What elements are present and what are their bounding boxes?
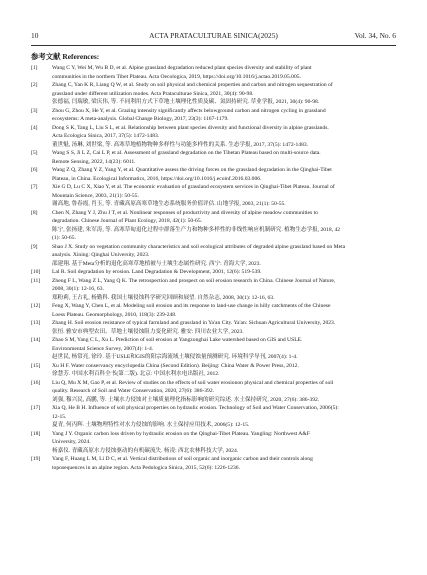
- reference-text-line: Chen N, Zhang Y J, Zhu J T, et al. Nonlinear responses of productivity and diversity of alpine meadow communities to: [52, 209, 318, 216]
- header-rule: [31, 45, 396, 46]
- reference-text-line: Mountain Science, 2003, 21(1): 50-55.: [52, 192, 139, 199]
- reference-text-line: (1): 50-65.: [52, 235, 76, 241]
- reference-number: [15]: [31, 362, 41, 369]
- reference-item: [31, 362, 399, 379]
- reference-text-line: 张恒. 雅安市典型农田、草地土壤侵蚀阻力变化研究. 雅安: 四川农业大学, 2023.: [52, 328, 244, 335]
- reference-text-line: Shao J X. Study on vegetation community characteristics and soil ecological attributes of degraded alpine grassland based on Meta: [52, 243, 346, 250]
- reference-text-line: 徐慧芳. 中国水利百科全书(第二版). 北京: 中国水利水电出版社, 2012.: [52, 371, 220, 377]
- reference-text-line: Zheng F L, Wang Z L, Yang Q K. The retrospection and prospect on soil erosion research in China. Chinese Journal of Nature,: [52, 277, 336, 284]
- reference-number: [18]: [31, 430, 41, 437]
- volume-issue: Vol. 34, No. 6: [354, 31, 396, 40]
- reference-number: [2]: [31, 82, 38, 88]
- reference-text-line: 陈宁, 张扬建, 朱军涛, 等. 高寒草甸退化过程中群落生产力和物种多样性的非线性响应机制研究. 植物生态学报, 2018, 42: [52, 226, 341, 233]
- reference-item: [31, 336, 399, 362]
- reference-item: [31, 379, 399, 405]
- reference-text-line: Loess Plateau. Geomorphology, 2010, 118(3): 239-248.: [52, 311, 177, 318]
- reference-text-line: ecosystems: A meta-analysis. Global Change Biology, 2017, 23(3): 1167-1179.: [52, 116, 229, 122]
- reference-text-line: 2008, 30(1): 12-16, 63.: [52, 286, 104, 292]
- reference-text-line: Yang J Y. Organic carbon loss driven by hydraulic erosion on the Qinghai-Tibet Plateau. Yangling: Northwest A&F: [52, 430, 310, 437]
- reference-number: [9]: [31, 243, 38, 250]
- reference-text-line: 杨嘉仪. 青藏高原水力侵蚀驱动的有机碳流失. 杨凌: 西北农林科技大学, 2024.: [52, 447, 239, 454]
- reference-text-line: grassland under different utilization modes. Acta Prataculturae Sinica, 2021, 30(4): 90-98.: [52, 90, 254, 97]
- reference-text-line: quality. Research of Soil and Water Conservation, 2020, 27(6): 386-392.: [52, 388, 215, 394]
- reference-text-line: Liu Q, Mu X M, Gao P, et al. Review of studies on the effects of soil water erosionon physical and chemical properties of soil: [52, 379, 334, 386]
- reference-item: [31, 183, 399, 209]
- reference-text-line: Wang Z Q, Zhang Y Z, Yang Y, et al. Quantitative assess the driving forces on the grassland degradation in the Qinghai-Tibet: [52, 167, 332, 173]
- reference-number: [19]: [31, 456, 41, 462]
- reference-item: [31, 319, 399, 336]
- reference-text-line: Plateau, in China. Ecological Informatics, 2016, https://doi.org/10.1016/j.ecoinf.2016.03.006.: [52, 175, 262, 182]
- reference-text-line: 董世魁, 汤琳, 刘世梁, 等. 高寒草地植物物种多样性与功能多样性的关系. 生态学报, 2017, 37(5): 1472-1483.: [52, 141, 309, 148]
- reference-item: [31, 455, 399, 472]
- reference-item: [31, 277, 399, 303]
- reference-text-line: Acta Ecologica Sinica, 2017, 37(5): 1472-1483.: [52, 133, 160, 139]
- reference-text-line: Xia Q, He B H. Influence of soil physical properties on hydraulic erosion. Technology of Soil and Water Conservation, 2006(5):: [52, 405, 339, 411]
- reference-number: [17]: [31, 405, 41, 411]
- reference-text-line: Xu H F. Water conservancy encyclopedia China (Second Edition). Beijing: China Water & Power Press, 2012.: [52, 362, 299, 369]
- reference-item: [31, 107, 399, 124]
- journal-name: ACTA PRATACULTURAE SINICA(2025): [149, 31, 278, 40]
- reference-list: [31, 64, 399, 472]
- reference-item: [31, 81, 399, 107]
- reference-item: [31, 64, 399, 81]
- reference-text-line: 谢高地, 鲁春霞, 肖玉, 等. 青藏高原高寒草地生态系统服务价值评估. 山地学报, 2003, 21(1): 50-55.: [52, 201, 286, 207]
- reference-text-line: 邵建翔. 基于Meta分析的退化高寒草地植被与土壤生态属性研究. 西宁: 青海大学, 2023.: [52, 260, 261, 267]
- reference-item: [31, 209, 399, 243]
- reference-number: [7]: [31, 184, 38, 190]
- reference-text-line: analysis. Xining: Qinghai University, 2023.: [52, 252, 150, 258]
- reference-number: [10]: [31, 269, 41, 275]
- reference-text-line: Environmental Science Survey, 2007(4): 1-4.: [52, 345, 154, 352]
- reference-text-line: communities in the northern Tibet Plateau. Acta Oecologica, 2019, https://doi.org/10.1016/j.actao.2019.05.005.: [52, 73, 301, 80]
- page-number: 10: [31, 31, 39, 40]
- reference-item: [31, 149, 399, 166]
- reference-item: [31, 124, 399, 150]
- reference-text-line: Zhou G, Zhou X, He Y, et al. Grazing intensity significantly affects belowground carbon and nitrogen cycling in grassland: [52, 107, 326, 114]
- reference-item: [31, 302, 399, 319]
- page-header: [31, 30, 396, 42]
- reference-text-line: Zhang H. Soil erosion resistance of typical farmland and grassland in Ya'an City. Ya'an: Sichuan Agricultural University, 2023.: [52, 320, 336, 326]
- reference-text-line: 12-15.: [52, 413, 67, 420]
- reference-text-line: 赵世民, 杨常亮, 徐玲. 基于USLE和GIS的阳宗海流域土壤侵蚀量预测研究. 环境科学导刊, 2007(4): 1-4.: [52, 354, 298, 360]
- reference-text-line: Wang S S, Ji L Z, Cai L P, et al. Assessment of grassland degradation on the Tibetan Plateau based on multi-source data.: [52, 150, 321, 156]
- reference-text-line: 刘强, 穆兴民, 高鹏, 等. 土壤水力侵蚀对土壤质量理化指标影响的研究综述. 水土保持研究, 2020, 27(6): 386-392.: [52, 396, 320, 403]
- reference-item: [31, 430, 399, 456]
- reference-text-line: 郑粉莉, 王占礼, 杨勤科. 我国土壤侵蚀科学研究回顾和展望. 自然杂志, 2008, 30(1): 12-16, 63.: [52, 294, 275, 301]
- reference-text-line: Lal R. Soil degradation by erosion. Land Degradation & Development, 2001, 12(6): 519-539.: [52, 269, 262, 275]
- reference-number: [8]: [31, 209, 38, 216]
- reference-text-line: toposequences in an alpine region. Acta Pedologica Sinica, 2015, 52(6): 1226-1236.: [52, 464, 240, 471]
- reference-text-line: University, 2024.: [52, 439, 91, 445]
- reference-number: [5]: [31, 150, 38, 156]
- reference-item: [31, 404, 399, 430]
- reference-text-line: degradation. Chinese Journal of Plant Ecology, 2018, 42(1): 50-65.: [52, 218, 203, 224]
- reference-number: [13]: [31, 320, 41, 326]
- reference-text-line: Yang F, Huang L M, Li D C, et al. Vertical distributions of soil organic and inorganic carbon and their controls along: [52, 456, 313, 462]
- reference-item: [31, 166, 399, 183]
- reference-text-line: 夏青, 何丙辉. 土壤物理特性对水力侵蚀的影响. 水土保持应用技术, 2006(5): 12-15.: [52, 422, 250, 428]
- reference-number: [16]: [31, 379, 41, 386]
- reference-text-line: Remote Sensing, 2022, 14(23): 6011.: [52, 158, 136, 165]
- reference-number: [6]: [31, 167, 38, 173]
- reference-text-line: Xie G D, Lu C X, Xiao Y, et al. The economic evaluation of grassland ecosystem services in Qinghai-Tibet Plateau. Journal of: [52, 184, 335, 190]
- reference-number: [1]: [31, 65, 38, 71]
- reference-text-line: Feng X, Wang Y, Chen L, et al. Modeling soil erosion and its response to land-use change in hilly catchments of the Chinese: [52, 303, 331, 309]
- reference-item: [31, 243, 399, 269]
- reference-number: [3]: [31, 107, 38, 114]
- reference-number: [12]: [31, 303, 41, 309]
- reference-number: [4]: [31, 124, 38, 131]
- reference-text-line: Dong S K, Tang L, Liu S L, et al. Relationship between plant species diversity and functional diversity in alpine grasslands.: [52, 124, 329, 131]
- reference-text-line: Zhao S M, Yang C L, Xu L. Prediction of soil erosion at Yangzonghai Lake watershed based on GIS and USLE.: [52, 337, 303, 343]
- reference-text-line: Zhang C, Yan K R, Liang Q W, et al. Study on soil physical and chemical properties and carbon and nitrogen sequestration of: [52, 82, 333, 88]
- reference-text-line: 张德福, 闫瑞敏, 梁庆伟, 等. 不同利用方式下草地土壤理化性质及碳、氮固持研究. 草业学报, 2021, 30(4): 90-98.: [52, 99, 320, 105]
- reference-number: [14]: [31, 337, 41, 343]
- references-heading: 参考文献 References:: [31, 52, 100, 61]
- reference-number: [11]: [31, 277, 41, 284]
- reference-item: [31, 268, 399, 277]
- reference-text-line: Wang C Y, Wei M, Wu B D, et al. Alpine grassland degradation reduced plant species diversity and stability of plant: [52, 65, 312, 71]
